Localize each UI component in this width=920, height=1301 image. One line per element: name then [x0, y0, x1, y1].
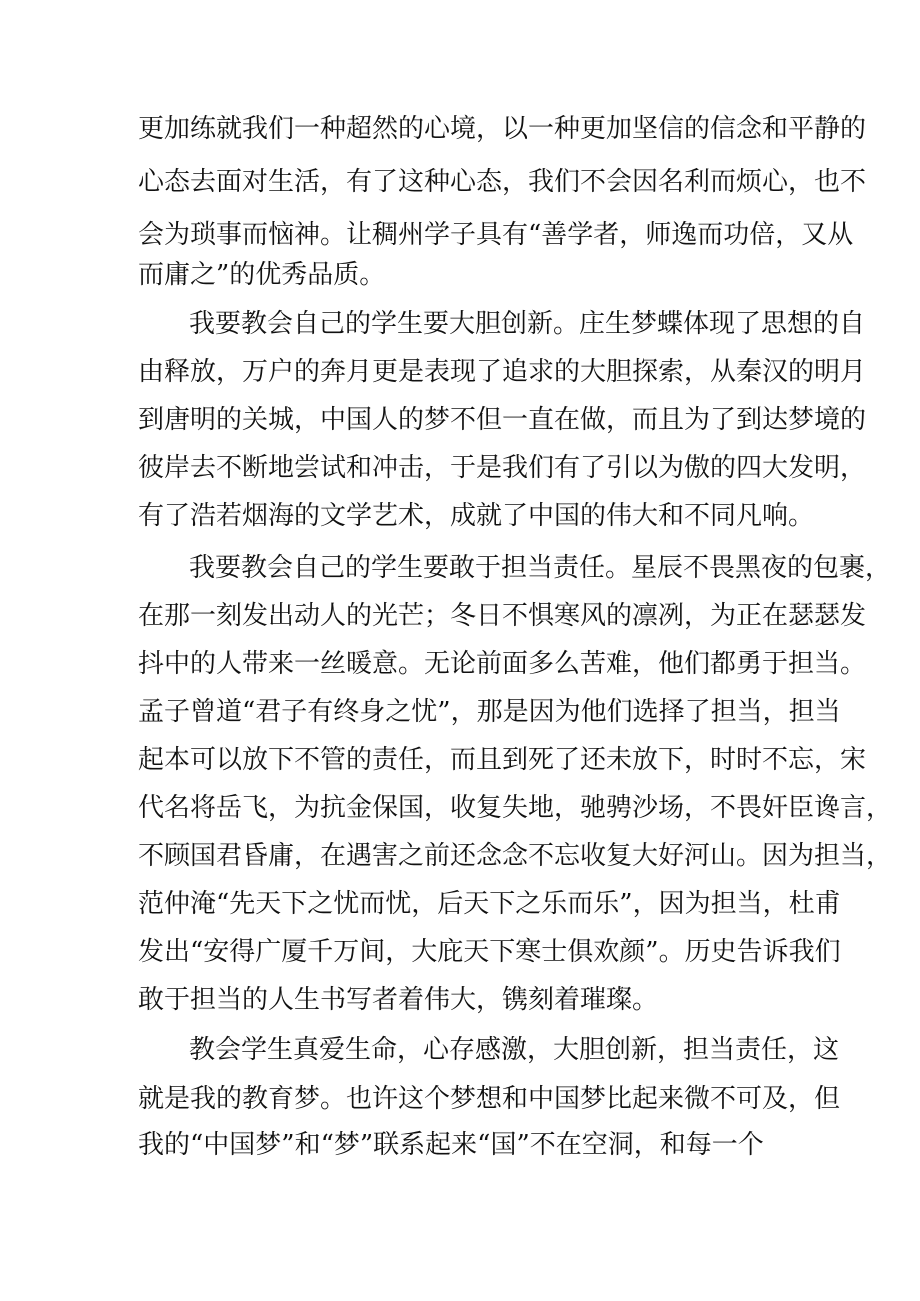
- paragraph-3-line-9: 发出“安得广厦千万间，大庇天下寒士俱欢颜”。历史告诉我们: [138, 937, 841, 967]
- paragraph-1-line-3: 会为琐事而恼神。让稠州学子具有“善学者，师逸而功倍，又从: [138, 220, 854, 250]
- paragraph-3-line-8: 范仲淹“先天下之忧而忧，后天下之乐而乐”，因为担当，杜甫: [138, 889, 841, 919]
- paragraph-1-line-4: 而庸之”的优秀品质。: [138, 260, 386, 290]
- paragraph-3-line-10: 敢于担当的人生书写者着伟大，镌刻着璀璨。: [138, 985, 659, 1015]
- paragraph-3-line-1: 我要教会自己的学生要敢于担当责任。星辰不畏黑夜的包裹，: [189, 553, 892, 583]
- paragraph-2-line-5: 有了浩若烟海的文学艺术，成就了中国的伟大和不同凡响。: [138, 501, 815, 531]
- paragraph-3-line-7: 不顾国君昏庸，在遇害之前还念念不忘收复大好河山。因为担当，: [138, 841, 893, 871]
- paragraph-3-line-2: 在那一刻发出动人的光芒；冬日不惧寒风的凛冽，为正在瑟瑟发: [138, 601, 867, 631]
- paragraph-1-line-1: 更加练就我们一种超然的心境，以一种更加坚信的信念和平静的: [138, 114, 867, 144]
- paragraph-2-line-3: 到唐明的关城，中国人的梦不但一直在做，而且为了到达梦境的: [138, 405, 867, 435]
- paragraph-4-line-1: 教会学生真爱生命，心存感激，大胆创新，担当责任，这: [189, 1035, 840, 1065]
- paragraph-3-line-5: 起本可以放下不管的责任，而且到死了还未放下，时时不忘，宋: [138, 745, 867, 775]
- paragraph-3-line-3: 抖中的人带来一丝暖意。无论前面多么苦难，他们都勇于担当。: [138, 649, 867, 679]
- paragraph-2-line-2: 由释放，万户的奔月更是表现了追求的大胆探索，从秦汉的明月: [138, 357, 867, 387]
- paragraph-4-line-3: 我的“中国梦”和“梦”联系起来“国”不在空洞，和每一个: [138, 1130, 764, 1160]
- paragraph-4-line-2: 就是我的教育梦。也许这个梦想和中国梦比起来微不可及，但: [138, 1084, 841, 1114]
- paragraph-3-line-4: 孟子曾道“君子有终身之忧”，那是因为他们选择了担当，担当: [138, 697, 841, 727]
- paragraph-2-line-4: 彼岸去不断地尝试和冲击，于是我们有了引以为傲的四大发明，: [138, 453, 867, 483]
- paragraph-1-line-2: 心态去面对生活，有了这种心态，我们不会因名利而烦心，也不: [138, 167, 867, 197]
- paragraph-2-line-1: 我要教会自己的学生要大胆创新。庄生梦蝶体现了思想的自: [189, 309, 866, 339]
- paragraph-3-line-6: 代名将岳飞，为抗金保国，收复失地，驰骋沙场，不畏奸臣谗言，: [138, 793, 893, 823]
